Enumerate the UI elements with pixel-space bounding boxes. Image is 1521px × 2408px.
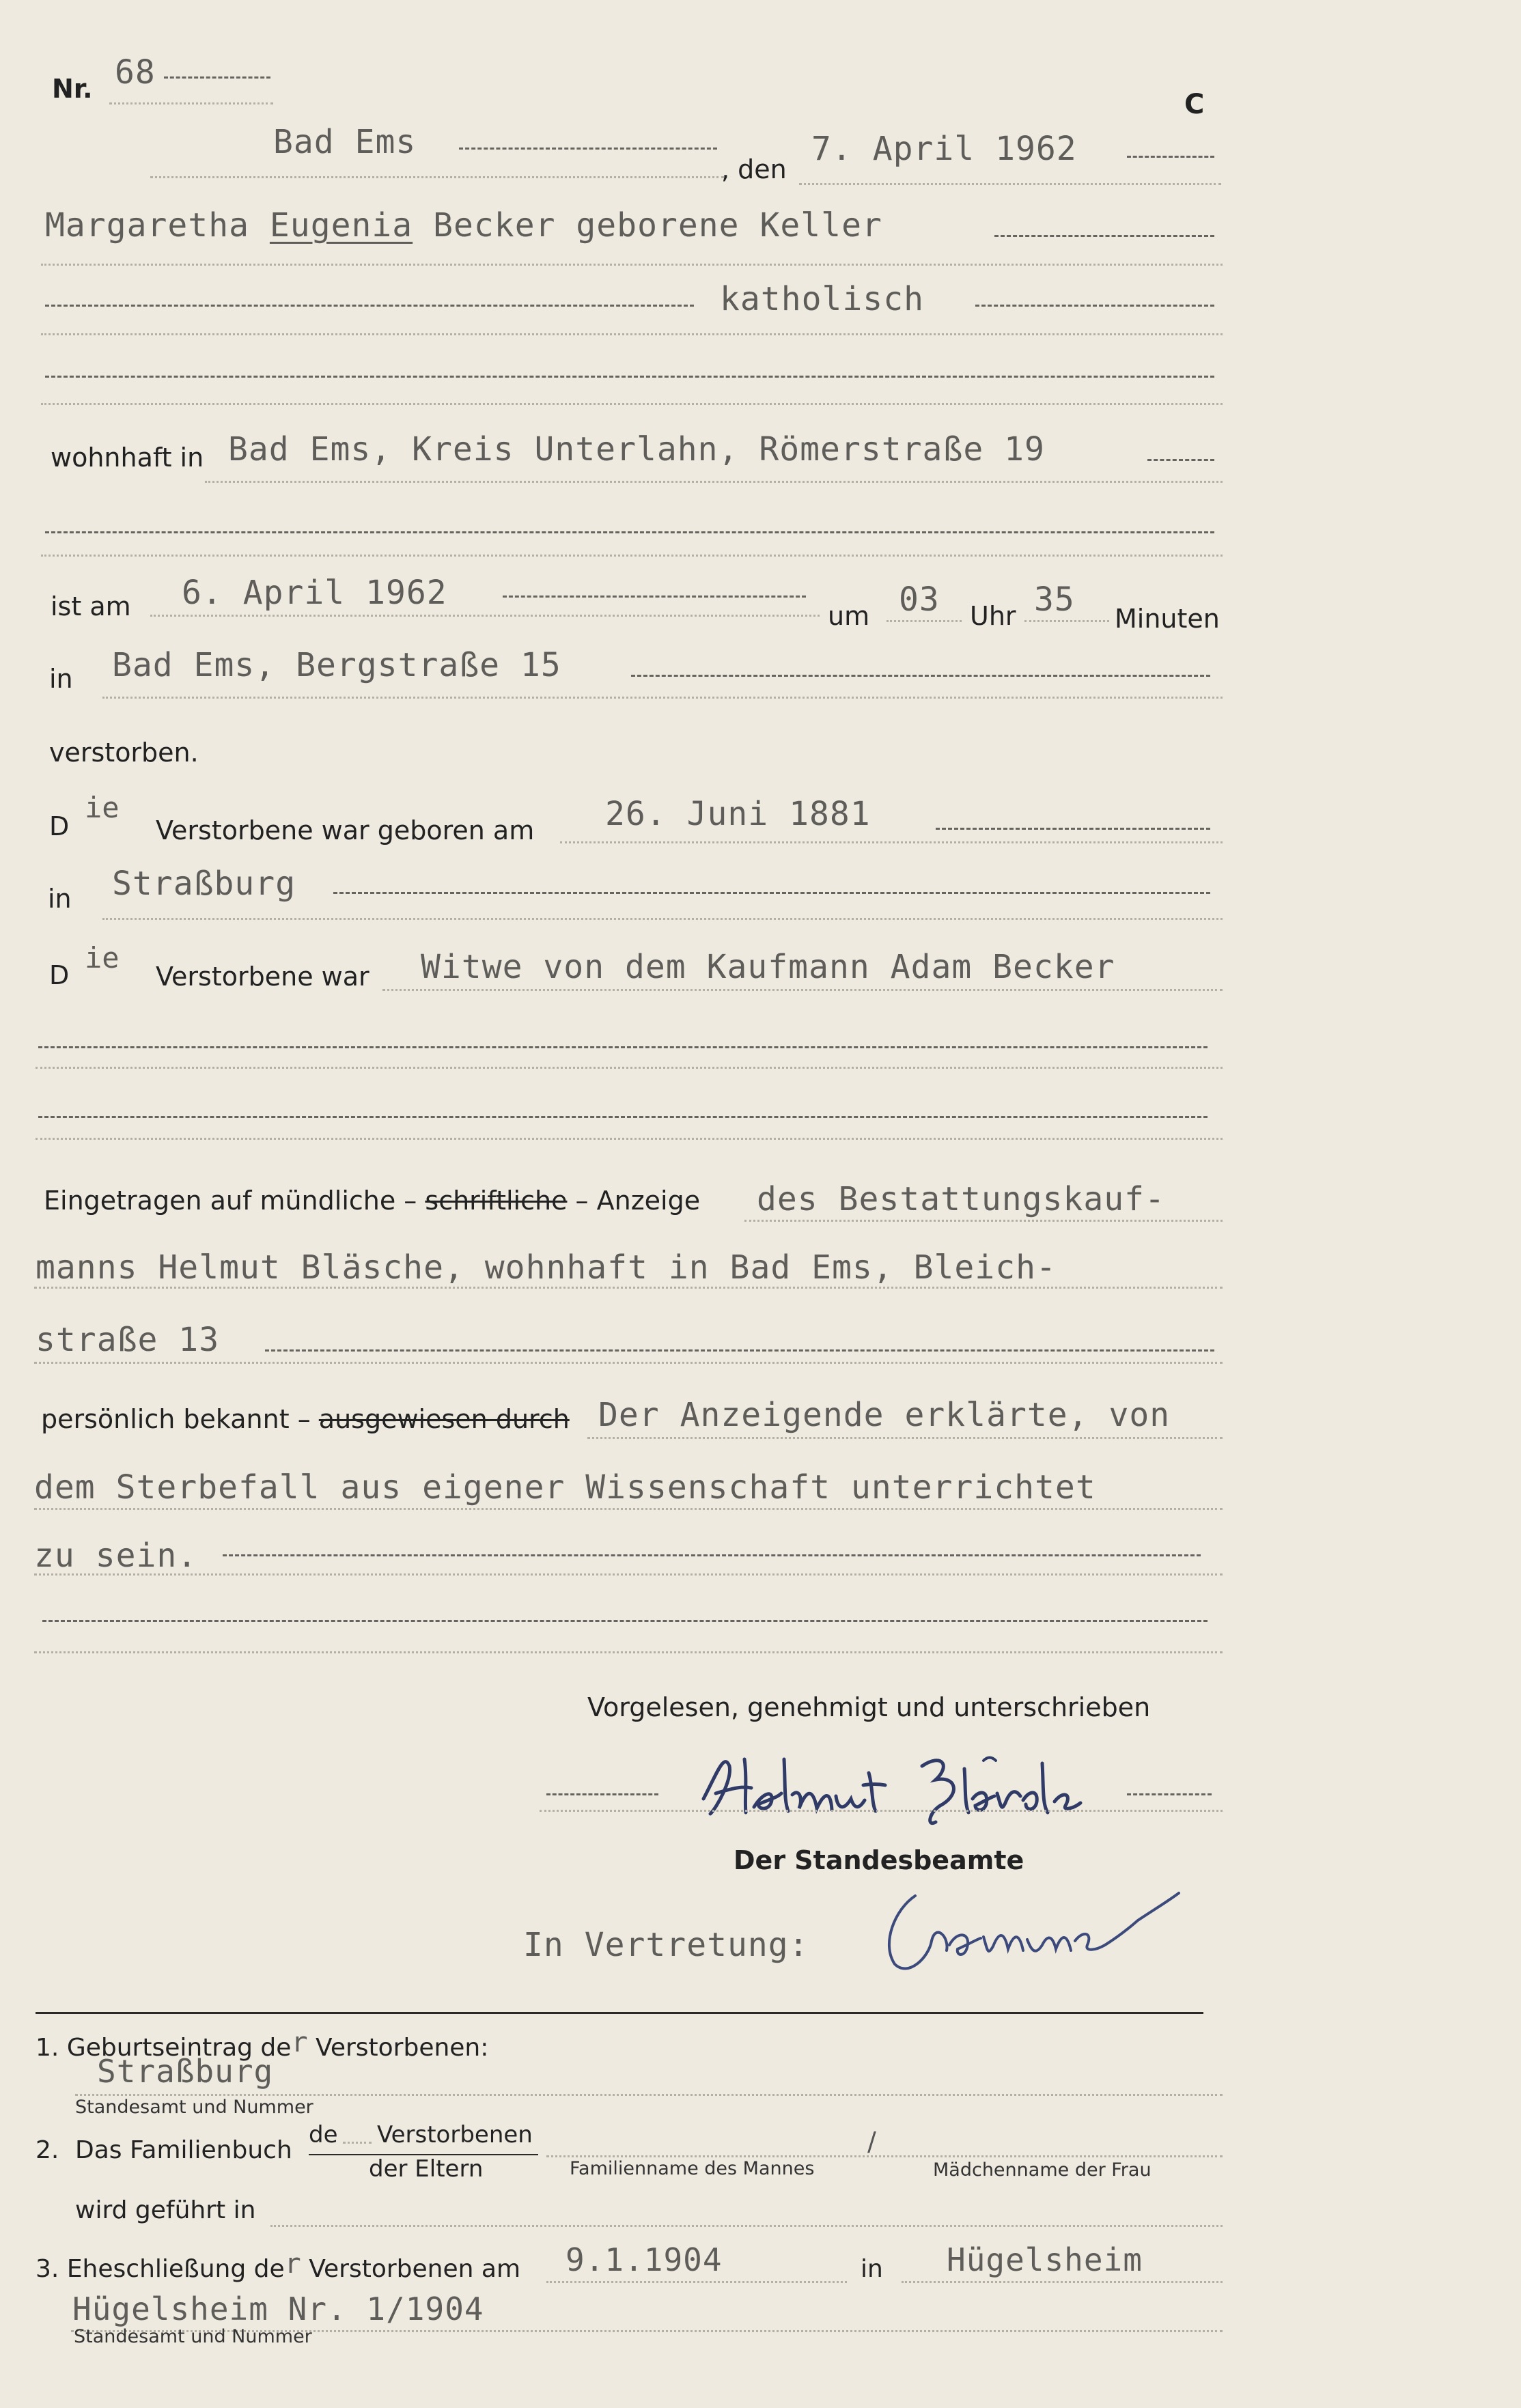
fn3-date-rule [546, 2281, 847, 2283]
statement-rule-2 [34, 1508, 1223, 1510]
fn2-frau-caption: Mädchenname der Frau [933, 2159, 1152, 2181]
geboren-label: Verstorbene war geboren am [156, 815, 535, 845]
status-line [382, 989, 1223, 991]
statement-line-3: zu sein. [34, 1537, 198, 1575]
death-hour: 03 [899, 580, 940, 619]
verstorben-label: verstorben. [49, 738, 199, 768]
eingetragen-label: Eingetragen auf mündliche – [44, 1186, 417, 1216]
death-place-dash [631, 675, 1210, 677]
minuten-label: Minuten [1115, 604, 1220, 634]
religion: katholisch [720, 280, 924, 318]
fn1-suffix: r [291, 2027, 308, 2058]
statement-dash-3 [223, 1554, 1201, 1556]
fn2-label: Das Familienbuch [75, 2136, 292, 2164]
header-place-line [150, 176, 724, 178]
status-line-3 [36, 1138, 1223, 1140]
deceased-name [45, 206, 882, 244]
fn3-label-a: Eheschließung de [66, 2255, 285, 2283]
residence: Bad Ems, Kreis Unterlahn, Römerstraße 19 [228, 430, 1045, 468]
fn1-number: 1. [36, 2034, 59, 2062]
status-dash-3 [38, 1116, 1208, 1118]
anzeige-label: – Anzeige [575, 1186, 701, 1216]
death-date-line [150, 615, 820, 617]
official-signature [867, 1882, 1209, 1985]
fn2-verstorbenen: Verstorbenen [377, 2121, 533, 2148]
wohnhaft-label: wohnhaft in [51, 443, 204, 473]
header-place-dash [459, 148, 717, 150]
uhr-label: Uhr [970, 601, 1016, 631]
birth-place-line [102, 918, 1223, 920]
statement-rule-4 [34, 1651, 1223, 1653]
birth-date: 26. Juni 1881 [605, 795, 871, 833]
fn3-in-label: in [861, 2255, 883, 2283]
ausgewiesen-struck: ausgewiesen durch [318, 1404, 570, 1434]
fn2-eltern: der Eltern [369, 2155, 484, 2183]
informant-rule-2 [34, 1287, 1223, 1289]
fn1-caption: Standesamt und Nummer [75, 2097, 313, 2118]
fn3-date: 9.1.1904 [566, 2241, 723, 2278]
informant-signature [697, 1746, 1093, 1828]
status-war-label: Verstorbene war [156, 962, 369, 992]
fn1-rule [75, 2094, 1223, 2096]
blank-line-1 [41, 403, 1223, 405]
informant-line-2: manns Helmut Bläsche, wohnhaft in Bad Ems, Bleich- [36, 1248, 1057, 1287]
religion-dash-left [45, 305, 694, 307]
birth-place: Straßburg [112, 865, 296, 903]
blank-line-2 [41, 555, 1223, 557]
blank-dash-1 [45, 376, 1214, 378]
header-date-dash [1127, 156, 1214, 158]
fn3-line [36, 2248, 520, 2283]
status-value: Witwe von dem Kaufmann Adam Becker [421, 948, 1115, 986]
statement-line-1: Der Anzeigende erklärte, von [598, 1396, 1171, 1434]
fn3-caption: Standesamt und Nummer [74, 2326, 312, 2347]
standesbeamte-label: Der Standesbeamte [734, 1845, 1024, 1875]
birth-place-dash [333, 892, 1210, 894]
fn2-de: de [309, 2121, 338, 2148]
name-rest: Becker geborene Keller [433, 206, 882, 244]
statement-dash-4 [42, 1620, 1208, 1622]
schriftliche-struck: schriftliche [425, 1186, 568, 1216]
name-first: Margaretha [45, 206, 249, 244]
status-d-label: D [49, 960, 70, 990]
statement-line-2: dem Sterbefall aus eigener Wissenschaft unterrichtet [34, 1468, 1096, 1507]
fn1-label-a: Geburtseintrag de [66, 2034, 292, 2062]
religion-line [41, 333, 1223, 335]
footnote-rule [36, 2012, 1203, 2014]
um-label: um [828, 601, 870, 631]
fn3-number: 3. [36, 2255, 59, 2283]
fn2-gefuehrt-rule [270, 2225, 1223, 2227]
eingetragen-line [44, 1186, 700, 1216]
fn2-number: 2. [36, 2136, 59, 2164]
status-line-2 [36, 1067, 1223, 1069]
minutes-line [1024, 620, 1109, 622]
name-dash [994, 235, 1214, 237]
fn2-gefuehrt-label: wird geführt in [75, 2196, 256, 2224]
fn2-mann-caption: Familienname des Mannes [570, 2158, 815, 2179]
birth-date-dash [936, 828, 1210, 830]
status-dash-2 [38, 1046, 1208, 1048]
nr-value: 68 [115, 53, 156, 92]
header-place: Bad Ems [273, 123, 417, 161]
header-date: 7. April 1962 [811, 130, 1077, 168]
residence-line [205, 481, 1223, 483]
death-date: 6. April 1962 [182, 574, 447, 612]
bekannt-line [41, 1404, 570, 1434]
informant-rule-1 [744, 1220, 1223, 1222]
name-underlined: Eugenia [269, 206, 413, 244]
vorgelesen-label: Vorgelesen, genehmigt und unterschrieben [587, 1692, 1151, 1722]
den-label: , den [721, 154, 787, 184]
death-in-label: in [49, 664, 73, 694]
blank-dash-2 [45, 531, 1214, 533]
statement-rule-3 [34, 1573, 1223, 1576]
sig-dash-right [1127, 1793, 1212, 1795]
informant-dash-3 [265, 1349, 1214, 1352]
birth-d-suffix: ie [85, 791, 120, 824]
fn3-suffix: r [284, 2248, 301, 2280]
fn2-de-dots [343, 2142, 372, 2144]
fn3-place-rule [902, 2281, 1223, 2283]
birth-in-label: in [48, 884, 72, 914]
religion-dash-right [975, 305, 1214, 307]
fn3-value: Hügelsheim Nr. 1/1904 [72, 2291, 484, 2327]
death-place-line [102, 697, 1223, 699]
residence-dash [1147, 459, 1214, 461]
hour-line [887, 620, 962, 622]
nr-line [109, 102, 273, 104]
header-date-line [799, 183, 1221, 185]
statement-rule-1 [587, 1437, 1223, 1439]
name-line [41, 264, 1223, 266]
sig-line [540, 1810, 1223, 1812]
birth-d-label: D [49, 811, 70, 841]
fn1-value: Straßburg [97, 2053, 274, 2090]
nr-label: Nr. [52, 74, 93, 104]
status-d-suffix: ie [85, 941, 120, 975]
nr-dash [164, 76, 270, 79]
ist-am-label: ist am [51, 591, 131, 621]
sig-dash-left [546, 1793, 658, 1795]
informant-rule-3 [34, 1362, 1223, 1364]
death-date-dash [503, 596, 806, 598]
fn2-slash: / [867, 2127, 876, 2157]
birth-date-line [560, 841, 1223, 843]
death-place: Bad Ems, Bergstraße 15 [112, 646, 561, 684]
bleed-through [1120, 1120, 1475, 2144]
vertretung-label: In Vertretung: [523, 1926, 809, 1964]
fn2-names-rule [546, 2155, 1223, 2157]
fn3-label-b: Verstorbenen am [309, 2255, 521, 2283]
informant-line-1: des Bestattungskauf- [757, 1180, 1165, 1218]
death-minutes: 35 [1034, 580, 1075, 619]
register-letter: C [1184, 89, 1205, 120]
informant-line-3: straße 13 [36, 1321, 220, 1359]
fn1-label-b: Verstorbenen: [315, 2034, 489, 2062]
bekannt-label: persönlich bekannt – [41, 1404, 311, 1434]
fn3-place: Hügelsheim [947, 2241, 1143, 2278]
